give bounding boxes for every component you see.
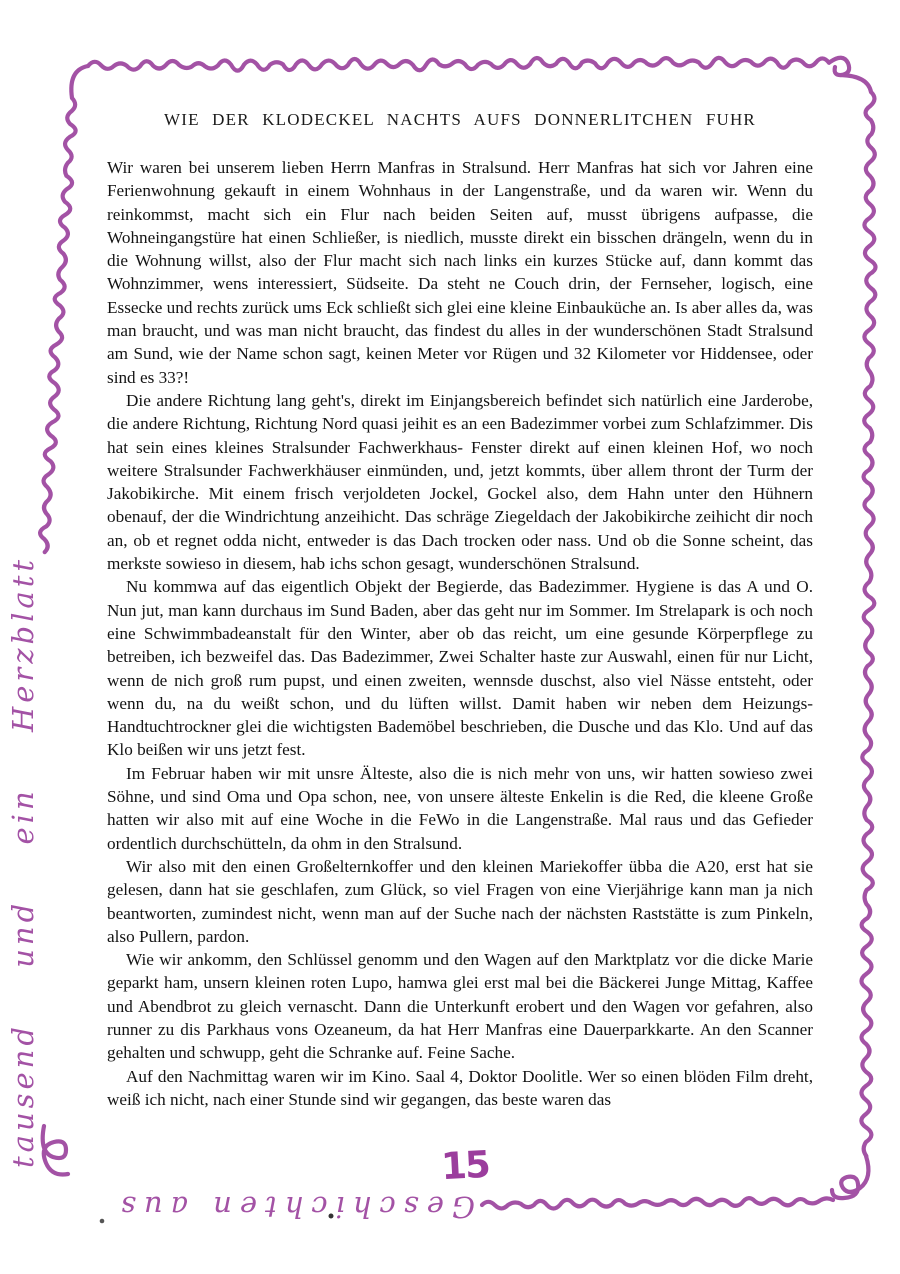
page-number: 15: [440, 1142, 490, 1189]
paragraph-3: Nu kommwa auf das eigentlich Objekt der Begierde, das Badezimmer. Hygiene is das A und O. Nun jut, man kann durchaus im Sund Baden, aber das geht nur im Sommer. Im Strelapark is och noch eine Schwimmbadeanstalt für den Winter, aber ob das reicht, um eine gesunde Körperpflege zu betreiben, ich bezweifel das. Das Badezimmer, Zwei Schalter haste zur Auswahl, einen für nur Licht, wenn de nich groß rum pupst, und einen zweiten, wennsde duschst, also viel Nässe entsteht, oder wenn du, na du weißt schon, und du lüften willst. Damit haben wir neben dem Heizungs- Handtuchtrockner glei die wichtigsten Bademöbel beschrieben, die Dusche und das Klo. Und auf das Klo beißen wir uns jetzt fest.: [107, 577, 813, 760]
paragraph-1: Wir waren bei unserem lieben Herrn Manfras in Stralsund. Herr Manfras hat sich vor Jahren eine Ferienwohnung gekauft in einem Wohnhaus in der Langenstraße, und da waren wir. Wenn du reinkommst, macht sich ein Flur nach beiden Seiten auf, musst übrigens aufpasse, die Wohneingangstüre hat einen Schließer, is niedlich, musste direkt ein bisschen drängeln, wenn du in die Wohnung willst, also der Flur macht sich nach links ein kurzes Stücke auf, dann kommt das Wohnzimmer, wens interessiert, Südseite. Da steht ne Couch drin, der Fernseher, logisch, eine Essecke und rechts zurück ums Eck schließt sich glei eine kleine Einbauküche an. Is aber alles da, was man braucht, und was man nicht braucht, das findest du alles in der wunderschönen Stadt Stralsund am Sund, wie der Name schon sagt, keinen Meter vor Rügen und 32 Kilometer vor Hiddensee, oder sind es 33?!: [107, 158, 813, 387]
bottom-border-handwritten-text: Geschichten aus: [113, 1190, 475, 1224]
page-title: WIE DER KLODECKEL NACHTS AUFS DONNERLITCHEN FUHR: [164, 110, 756, 129]
paragraph-5: Wir also mit den einen Großelternkoffer und den kleinen Mariekoffer übba die A20, erst hat sie gelesen, dann hat sie geschlafen, zum Glück, so viel Fragen von eine Vierjährige kann man ja nich beantworten, zumindest nicht, wenn man auf der Suche nach der nächsten Raststätte is zum Pinkeln, also Pullern, pardon.: [107, 856, 813, 946]
left-border-handwritten-text: tausend und ein Herzblatt: [6, 556, 40, 1168]
text-block: [107, 110, 813, 1111]
body-text: [107, 156, 813, 1111]
paragraph-7: Auf den Nachmittag waren wir im Kino. Saal 4, Doktor Doolitle. Wer so einen blöden Film dreht, weiß ich nicht, nach einer Stunde sind wir gegangen, das beste waren das: [107, 1066, 813, 1109]
paragraph-4: Im Februar haben wir mit unsre Älteste, also die is nich mehr von uns, wir hatten sowieso zwei Söhne, und sind Oma und Opa schon, nee, von unsere älteste Enkelin is die Red, die kleene Große hatten wir also mit auf eine Woche in die FeWo in die Langenstraße. Mal raus und das Gefieder ordentlich durchschütteln, da ohm in den Stralsund.: [107, 763, 813, 853]
paragraph-2: Die andere Richtung lang geht's, direkt im Einjangsbereich befindet sich natürlich eine Jarderobe, die andere Richtung, Richtung Nord quasi jeihit es an een Badezimmer vorbei zum Schlafzimmer. Dis hat sein eines kleines Stralsunder Fachwerkhaus- Fenster direkt auf einen kleinen Hof, wo noch weitere Stralsunder Fachwerkhäuser einmünden, und, jetzt kommts, über allem thront der Turm der Jakobikirche. Mit einem frisch verjoldeten Jockel, Gockel also, dem Hahn unter den Hühnern obenauf, der die Windrichtung anzeihicht. Das schräge Ziegeldach der Jakobikirche zeihicht dir noch an, ob et regnet odda nicht, entweder is das Dach trocken oder nass. Und ob die Sonne scheint, das merkste sowieso in diesem, hab ichs schon gesagt, wunderschönen Stralsund.: [107, 390, 813, 574]
paragraph-6: Wie wir ankomm, den Schlüssel genomm und den Wagen auf den Marktplatz vor die dicke Marie geparkt ham, unsern kleinen roten Lupo, hamwa glei erst mal bei die Bäckerei Junge Mittag, Kaffee und Abendbrot zu gleich vernascht. Dann die Unterkunft erobert und den Wagen vor gefahren, also runner zu dis Parkhaus vons Ozeaneum, da hat Herr Manfras eine Dauerparkkarte. An den Scanner gehalten und schwupp, geht die Schranke auf. Feine Sache.: [107, 950, 813, 1063]
